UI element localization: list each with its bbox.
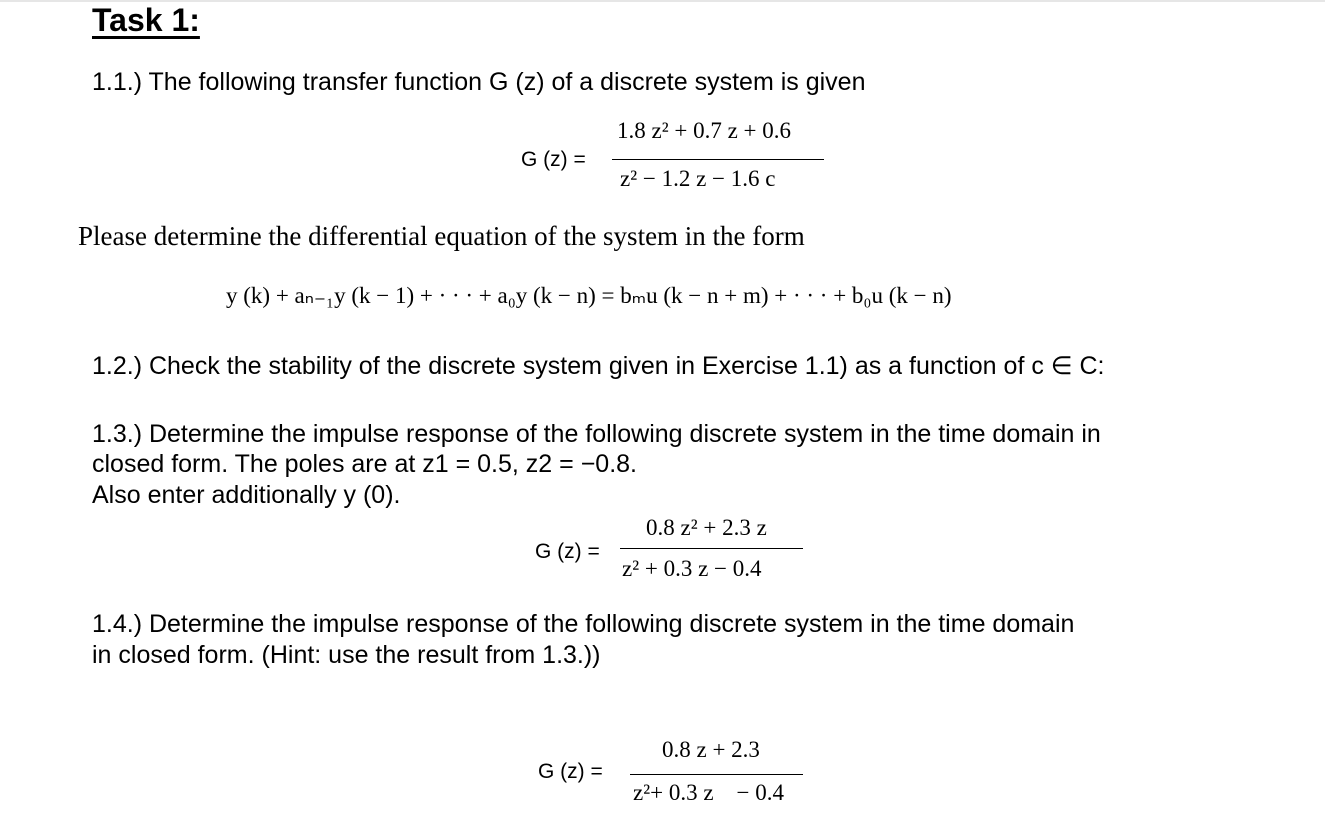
eq2-numerator: 0.8 z² + 2.3 z xyxy=(646,515,767,540)
please-text: Please determine the differential equation of the system in the form xyxy=(78,221,805,251)
task-1-3-line2: closed form. The poles are at z1 = 0.5, z2 = −0.8. xyxy=(92,450,637,478)
task-1-1-text: 1.1.) The following transfer function G (z) of a discrete system is given xyxy=(92,68,866,96)
eq3-numerator: 0.8 z + 2.3 xyxy=(662,737,760,762)
task-1-4-line1: 1.4.) Determine the impulse response of the following discrete system in the time domain xyxy=(92,610,1075,638)
task-1-3-line1: 1.3.) Determine the impulse response of the following discrete system in the time domain in xyxy=(92,420,1101,448)
task-1-2-text: 1.2.) Check the stability of the discrete system given in Exercise 1.1) as a function of c ∈ C: xyxy=(92,352,1105,380)
task-1-4-line2: in closed form. (Hint: use the result from 1.3.)) xyxy=(92,641,601,669)
task-1-3-line3: Also enter additionally y (0). xyxy=(92,481,401,509)
eq1-denominator: z² − 1.2 z − 1.6 c xyxy=(620,166,776,191)
eq1-numerator: 1.8 z² + 0.7 z + 0.6 xyxy=(617,118,792,143)
eq2-fraction-bar xyxy=(620,548,803,549)
eq2-lhs: G (z) = xyxy=(535,540,600,563)
difference-equation: y (k) + aₙ₋₁y (k − 1) + · · · + a₀y (k − n) = bₘu (k − n + m) + · · · + b₀u (k − n) xyxy=(226,283,952,308)
eq3-fraction-bar xyxy=(630,774,803,775)
eq3-denominator: z²+ 0.3 z − 0.4 xyxy=(633,780,785,805)
eq3-lhs: G (z) = xyxy=(538,760,603,783)
eq1-lhs: G (z) = xyxy=(521,148,586,171)
eq2-denominator: z² + 0.3 z − 0.4 xyxy=(622,556,762,581)
eq1-fraction-bar xyxy=(612,159,824,160)
task-title: Task 1: xyxy=(92,2,200,38)
